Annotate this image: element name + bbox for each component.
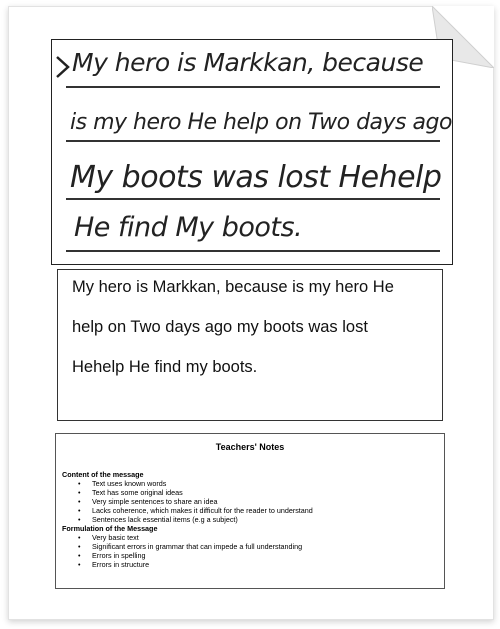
notes-list-item: • Text has some original ideas xyxy=(92,488,183,497)
handwriting-line-1: My hero is Markkan, because xyxy=(72,48,424,77)
transcription-line-3: Hehelp He find my boots. xyxy=(72,358,258,376)
notes-section-heading: Formulation of the Message xyxy=(62,524,158,533)
transcription-box xyxy=(57,269,443,421)
handwriting-line-3: My boots was lost Hehelp xyxy=(70,160,442,195)
handwriting-line-4: He find My boots. xyxy=(74,212,303,243)
ruled-line xyxy=(66,250,440,252)
notes-list-item: • Errors in spelling xyxy=(92,551,146,560)
transcription-line-2: help on Two days ago my boots was lost xyxy=(72,318,368,336)
notes-list-item: • Very basic text xyxy=(92,533,139,542)
notes-list-item: • Errors in structure xyxy=(92,560,149,569)
notes-list-item: • Sentences lack essential items (e.g a subject) xyxy=(92,515,238,524)
notes-section-heading: Content of the message xyxy=(62,470,144,479)
ruled-line xyxy=(66,140,440,142)
transcription-line-1: My hero is Markkan, because is my hero He xyxy=(72,278,394,296)
notes-list-item: • Text uses known words xyxy=(92,479,166,488)
arrow-icon xyxy=(54,54,72,80)
notes-list-item: • Lacks coherence, which makes it difficult for the reader to understand xyxy=(92,506,313,515)
handwriting-line-2: is my hero He help on Two days ago xyxy=(70,110,452,135)
teachers-notes xyxy=(55,433,445,589)
notes-title: Teachers' Notes xyxy=(215,442,285,452)
ruled-line xyxy=(66,198,440,200)
notes-list-item: • Significant errors in grammar that can impede a full understanding xyxy=(92,542,302,551)
handwriting-sample xyxy=(51,39,453,265)
notes-list-item: • Very simple sentences to share an idea xyxy=(92,497,217,506)
ruled-line xyxy=(66,86,440,88)
document-page xyxy=(8,6,494,620)
